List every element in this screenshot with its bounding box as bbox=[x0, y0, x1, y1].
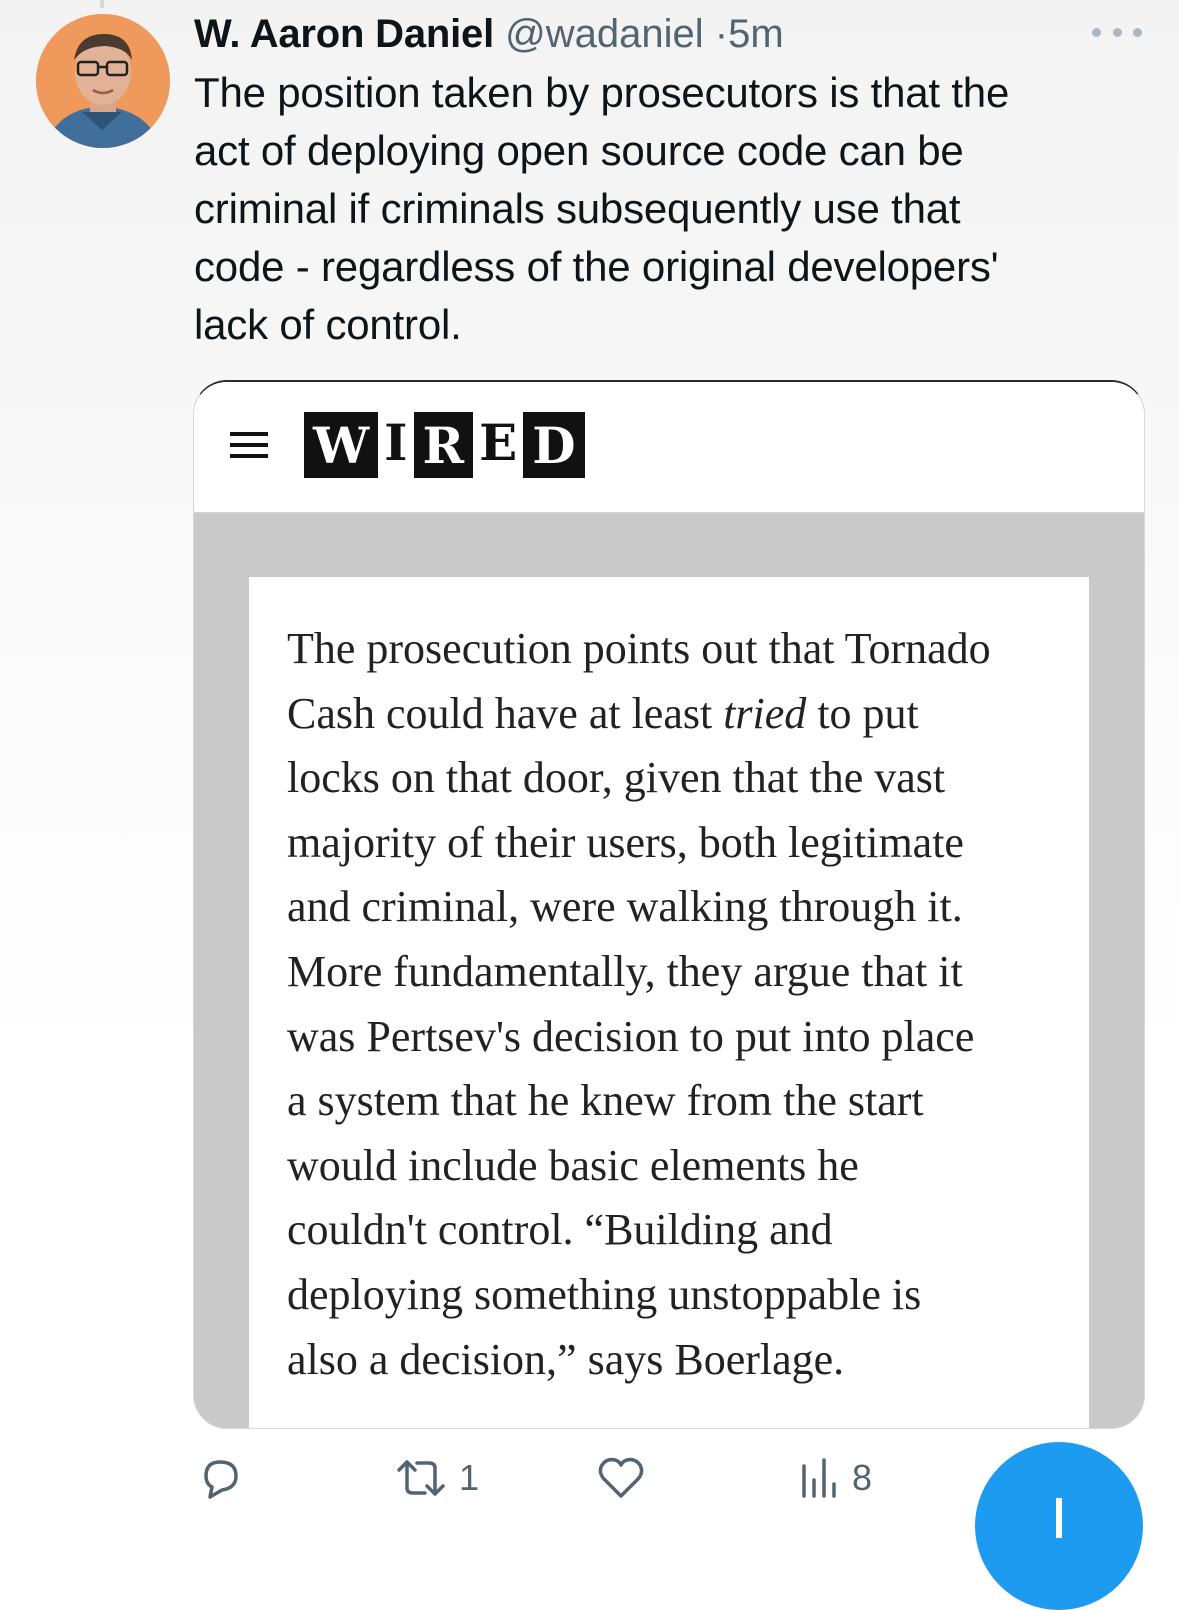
like-button[interactable] bbox=[596, 1448, 646, 1508]
thread-connector-line bbox=[100, 0, 104, 8]
article-line: majority of their users, both legitimate bbox=[287, 817, 964, 867]
compose-icon bbox=[1056, 1498, 1062, 1538]
article-line: The prosecution points out that Tornado bbox=[287, 624, 991, 673]
article-text bbox=[287, 617, 1087, 1392]
reply-icon bbox=[196, 1454, 244, 1502]
article-line: More fundamentally, they argue that it bbox=[287, 946, 963, 996]
author-handle[interactable]: @wadaniel bbox=[505, 12, 704, 56]
menu-icon bbox=[230, 432, 268, 460]
wired-header bbox=[194, 382, 1144, 513]
article-line: couldn't control. “Building and bbox=[287, 1205, 833, 1255]
article-line: deploying something unstoppable is bbox=[287, 1269, 922, 1319]
compose-button[interactable] bbox=[975, 1442, 1143, 1610]
logo-letter: I bbox=[378, 412, 413, 472]
more-icon[interactable] bbox=[1092, 22, 1142, 42]
retweet-count: 1 bbox=[459, 1457, 480, 1498]
tweet-text-line: code - regardless of the original developers' bbox=[194, 243, 999, 290]
article-line: a system that he knew from the start bbox=[287, 1076, 924, 1126]
avatar[interactable] bbox=[36, 14, 170, 148]
reply-button[interactable] bbox=[196, 1448, 244, 1508]
tweet-header bbox=[194, 8, 784, 60]
views-count: 8 bbox=[852, 1457, 873, 1498]
author-name[interactable]: W. Aaron Daniel bbox=[194, 12, 495, 56]
views-icon bbox=[798, 1454, 842, 1502]
media-card[interactable] bbox=[193, 380, 1145, 1429]
tweet-text-line: lack of control. bbox=[194, 301, 462, 348]
article-line: locks on that door, given that the vast bbox=[287, 753, 946, 803]
retweet-button[interactable] bbox=[393, 1448, 479, 1508]
more-dot bbox=[1133, 28, 1142, 37]
more-dot bbox=[1113, 28, 1122, 37]
logo-letter: E bbox=[473, 412, 523, 472]
logo-letter: D bbox=[523, 412, 584, 478]
article-emphasis: tried bbox=[723, 688, 807, 738]
tweet-timestamp[interactable]: 5m bbox=[728, 12, 784, 56]
like-icon bbox=[596, 1454, 646, 1502]
article-line bbox=[287, 682, 1087, 747]
article-line: and criminal, were walking through it. bbox=[287, 882, 963, 932]
more-dot bbox=[1092, 28, 1101, 37]
article-line: would include basic elements he bbox=[287, 1140, 859, 1190]
avatar-image bbox=[36, 14, 170, 148]
tweet-text-line: act of deploying open source code can be bbox=[194, 127, 964, 174]
logo-letter: R bbox=[414, 412, 474, 478]
retweet-icon bbox=[393, 1454, 449, 1502]
logo-letter: W bbox=[304, 412, 378, 478]
article-excerpt bbox=[249, 577, 1089, 1429]
tweet-text bbox=[194, 64, 1154, 354]
tweet-text-line: criminal if criminals subsequently use that bbox=[194, 185, 961, 232]
article-fragment: to put bbox=[806, 688, 919, 738]
header-separator: · bbox=[714, 12, 729, 56]
article-fragment: Cash could have at least bbox=[287, 688, 724, 738]
article-line: also a decision,” says Boerlage. bbox=[287, 1334, 845, 1384]
views-button[interactable] bbox=[798, 1448, 872, 1508]
article-line: was Pertsev's decision to put into place bbox=[287, 1011, 975, 1061]
tweet-text-line: The position taken by prosecutors is that the bbox=[194, 69, 1010, 116]
wired-logo bbox=[304, 412, 585, 474]
